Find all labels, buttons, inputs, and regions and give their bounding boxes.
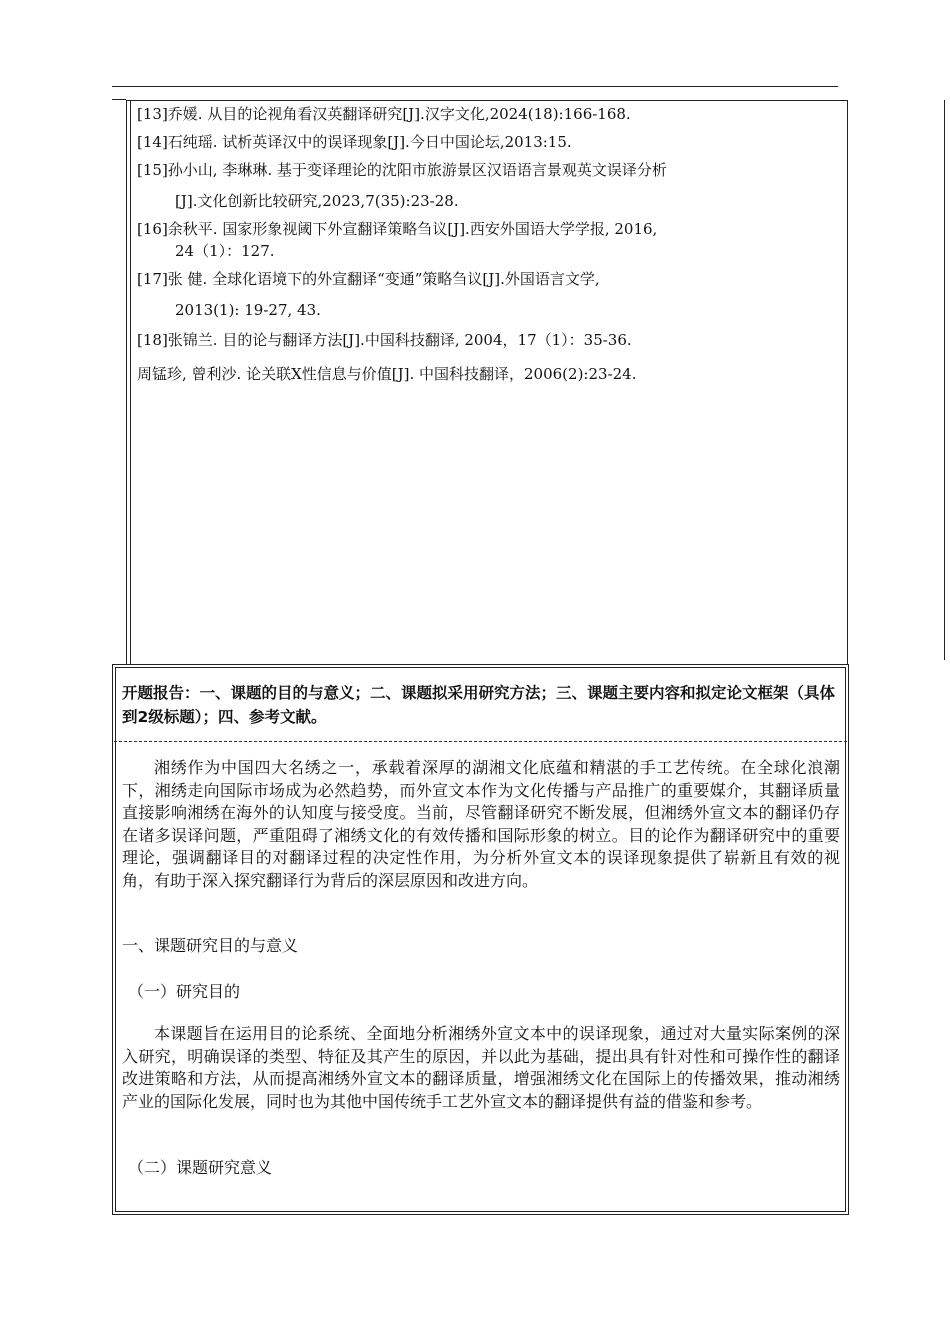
corner-tick <box>112 99 126 100</box>
reference-item-14 <box>137 131 837 153</box>
section-heading-1: 一、课题研究目的与意义 <box>122 936 299 955</box>
reference-item-15 <box>137 159 837 212</box>
reference-text: [16]余秋平. 国家形象视阈下外宣翻译策略刍议[J].西安外国语大学学报, 2016, <box>137 220 658 238</box>
reference-text: [15]孙小山, 李琳琳. 基于变译理论的沈阳市旅游景区汉语语言景观英文误译分析 <box>137 161 667 179</box>
reference-text-continued: 2013(1): 19-27, 43. <box>175 301 321 319</box>
report-body <box>122 757 840 1177</box>
intro-paragraph: 湘绣作为中国四大名绣之一，承载着深厚的湖湘文化底蕴和精湛的手工艺传统。在全球化浪潮下，湘绣走向国际市场成为必然趋势，而外宣文本作为文化传播与产品推广的重要媒介，其翻译质量直接影响湘绣在海外的认知度与接受度。当前，尽管翻译研究不断发展，但湘绣外宣文本的翻译仍存在诸多误译问题，严重阻碍了湘绣文化的有效传播和国际形象的树立。目的论作为翻译研究中的重要理论，强调翻译目的对翻译过程的决定性作用，为分析外宣文本的误译现象提供了崭新且有效的视角，有助于深入探究翻译行为背后的深层原因和改进方向。 <box>122 758 840 890</box>
reference-text-continued: [J].文化创新比较研究,2023,7(35):23-28. <box>175 192 459 210</box>
reference-text-continued: 24（1）：127. <box>175 242 275 260</box>
reference-list <box>137 103 837 385</box>
subsection-heading-purpose: （一）研究目的 <box>128 982 241 1001</box>
reference-text: [18]张锦兰. 目的论与翻译方法[J].中国科技翻译, 2004，17（1）：35-36. <box>137 331 632 349</box>
right-margin-rule <box>944 100 945 660</box>
reference-text: [13]乔媛. 从目的论视角看汉英翻译研究[J].汉字文化,2024(18):166-168. <box>137 105 631 123</box>
report-box-title: 开题报告：一、课题的目的与意义；二、课题拟采用研究方法；三、课题主要内容和拟定论文框架（具体到2级标题）；四、参考文献。 <box>122 684 836 726</box>
reference-item-13 <box>137 103 837 125</box>
reference-item-16 <box>137 218 837 262</box>
reference-text: [17]张 健. 全球化语境下的外宣翻译“变通”策略刍议[J].外国语言文学, <box>137 270 600 288</box>
reference-text: [14]石纯瑶. 试析英译汉中的误译现象[J].今日中国论坛,2013:15. <box>137 133 572 151</box>
purpose-paragraph: 本课题旨在运用目的论系统、全面地分析湘绣外宣文本中的误译现象，通过对大量实际案例的深入研究，明确误译的类型、特征及其产生的原因，并以此为基础，提出具有针对性和可操作性的翻译改进策略和方法，从而提高湘绣外宣文本的翻译质量，增强湘绣文化在国际上的传播效果，推动湘绣产业的国际化发展，同时也为其他中国传统手工艺外宣文本的翻译提供有益的借鉴和参考。 <box>122 1024 840 1111</box>
reference-item-18 <box>137 329 837 351</box>
reference-item-17 <box>137 268 837 321</box>
reference-item-zhou <box>137 363 837 385</box>
dashed-separator <box>114 741 847 742</box>
subsection-heading-significance: （二）课题研究意义 <box>128 1158 273 1177</box>
reference-text: 周锰珍, 曾利沙. 论关联X性信息与价值[J]. 中国科技翻译，2006(2):23-24. <box>137 365 637 383</box>
page-header-rule <box>112 86 838 87</box>
